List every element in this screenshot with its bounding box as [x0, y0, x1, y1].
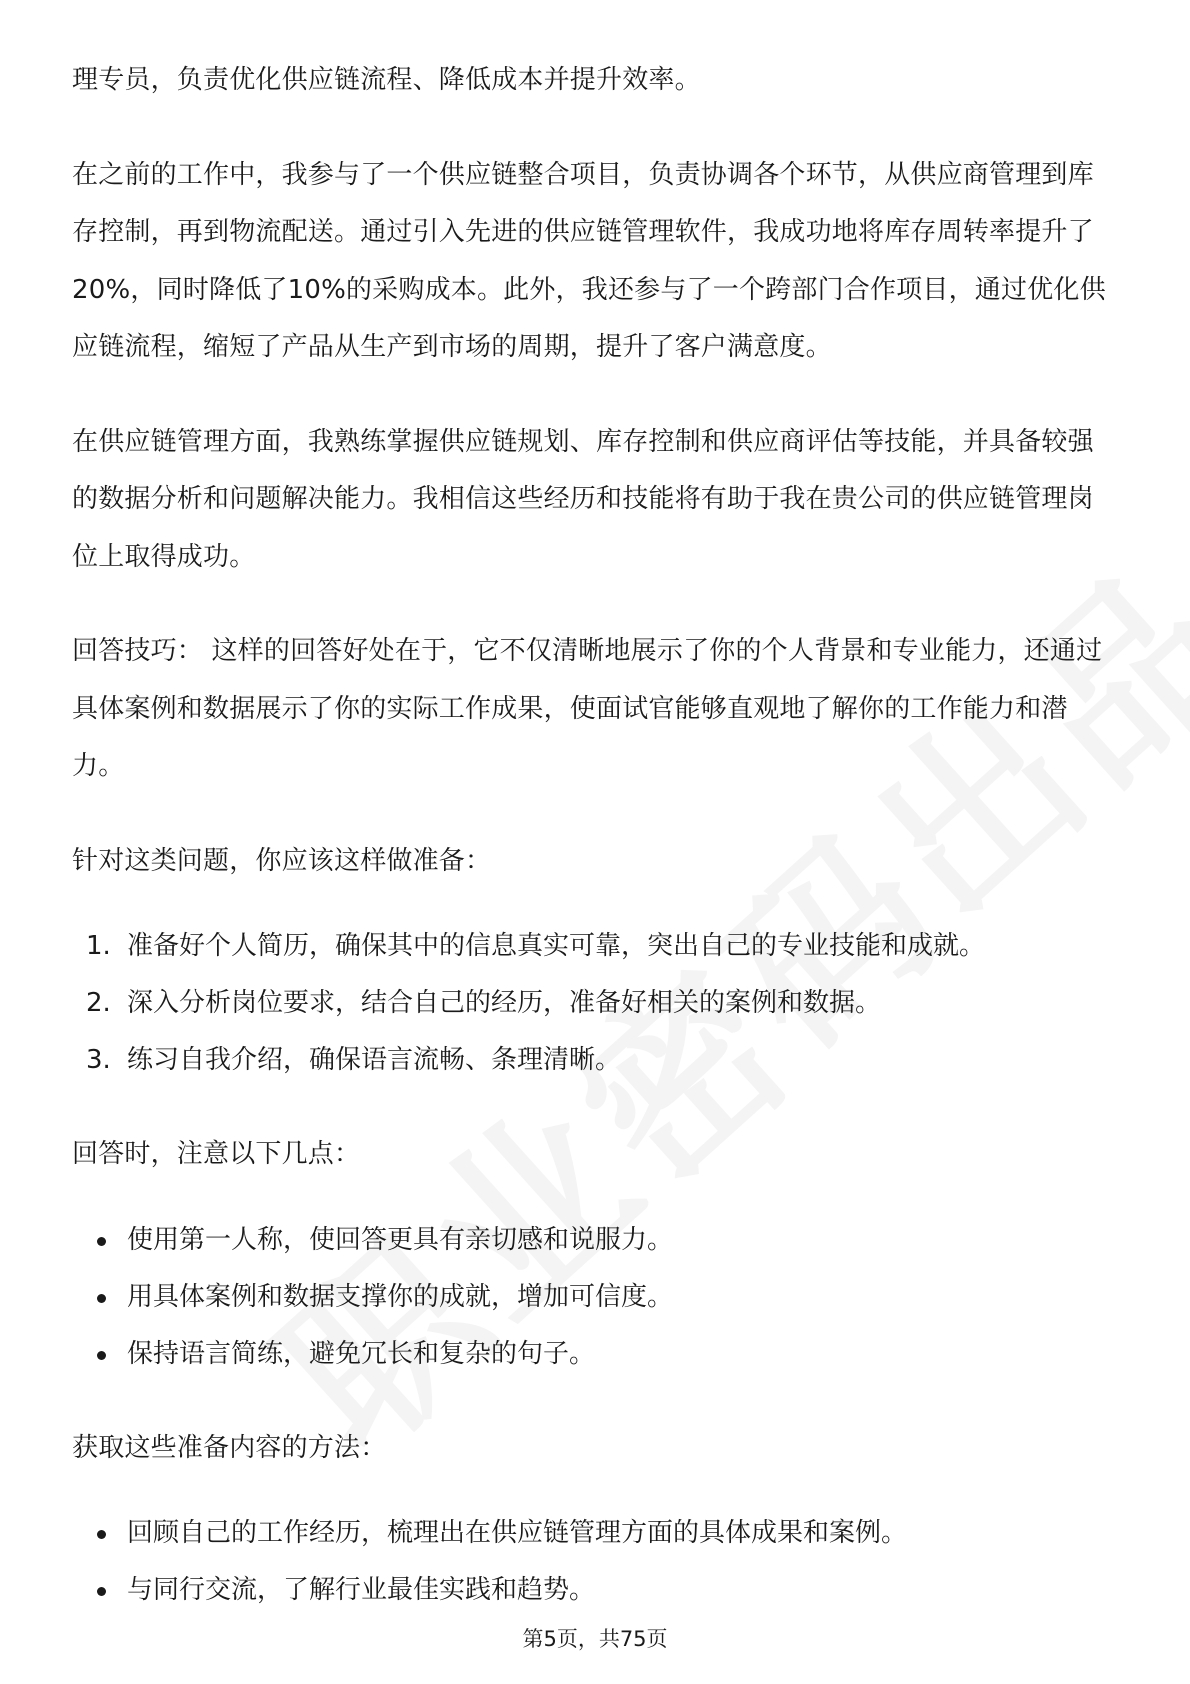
list-item-text: 保持语言简练，避免冗长和复杂的句子。 [127, 1338, 596, 1369]
list-item [72, 1032, 1118, 1089]
methods-list [72, 1505, 1118, 1619]
list-number: 3. [86, 1045, 111, 1075]
list-item-text: 深入分析岗位要求，结合自己的经历，准备好相关的案例和数据。 [127, 988, 882, 1018]
bullet-icon [97, 1530, 106, 1539]
list-number: 1. [86, 931, 111, 961]
paragraph-answer-tips: 回答技巧： 这样的回答好处在于，它不仅清晰地展示了你的个人背景和专业能力，还通过具体案例和数据展示了你的实际工作成果，使面试官能够直观地了解你的工作能力和潜力。 [72, 636, 1103, 781]
list-item-text: 用具体案例和数据支撑你的成就，增加可信度。 [127, 1281, 674, 1312]
document-body [72, 52, 1118, 1619]
bullet-icon [97, 1294, 106, 1303]
list-item [72, 1269, 1118, 1326]
list-item-text: 练习自我介绍，确保语言流畅、条理清晰。 [127, 1045, 622, 1075]
paragraph-skills: 在供应链管理方面，我熟练掌握供应链规划、库存控制和供应商评估等技能，并具备较强的数据分析和问题解决能力。我相信这些经历和技能将有助于我在贵公司的供应链管理岗位上取得成功。 [72, 426, 1094, 572]
list-item-text: 与同行交流，了解行业最佳实践和趋势。 [127, 1575, 596, 1605]
heading-methods: 获取这些准备内容的方法： [72, 1432, 387, 1463]
heading-preparation: 针对这类问题，你应该这样做准备： [72, 845, 492, 876]
bullet-icon [97, 1587, 106, 1596]
heading-answer-notes: 回答时，注意以下几点： [72, 1139, 361, 1169]
list-item-text: 使用第一人称，使回答更具有亲切感和说服力。 [127, 1224, 674, 1255]
notes-list [72, 1212, 1118, 1383]
paragraph-intro-continued: 理专员，负责优化供应链流程、降低成本并提升效率。 [72, 65, 701, 95]
list-item-text: 回顾自己的工作经历，梳理出在供应链管理方面的具体成果和案例。 [127, 1518, 908, 1548]
bullet-icon [97, 1237, 106, 1246]
list-item-text: 准备好个人简历，确保其中的信息真实可靠，突出自己的专业技能和成就。 [127, 931, 986, 961]
list-item [72, 1562, 1118, 1619]
list-item [72, 975, 1118, 1032]
bullet-icon [97, 1351, 106, 1360]
list-item [72, 918, 1118, 975]
preparation-list [72, 918, 1118, 1089]
page-number-footer: 第5页，共75页 [522, 1627, 668, 1651]
list-item [72, 1212, 1118, 1269]
list-number: 2. [86, 988, 111, 1018]
list-item [72, 1326, 1118, 1383]
list-item [72, 1505, 1118, 1562]
paragraph-experience: 在之前的工作中，我参与了一个供应链整合项目，负责协调各个环节，从供应商管理到库存控制，再到物流配送。通过引入先进的供应链管理软件，我成功地将库存周转率提升了20%，同时降低了10%的采购成本。此外，我还参与了一个跨部门合作项目，通过优化供应链流程，缩短了产品从生产到市场的周期，提升了客户满意度。 [72, 159, 1106, 362]
